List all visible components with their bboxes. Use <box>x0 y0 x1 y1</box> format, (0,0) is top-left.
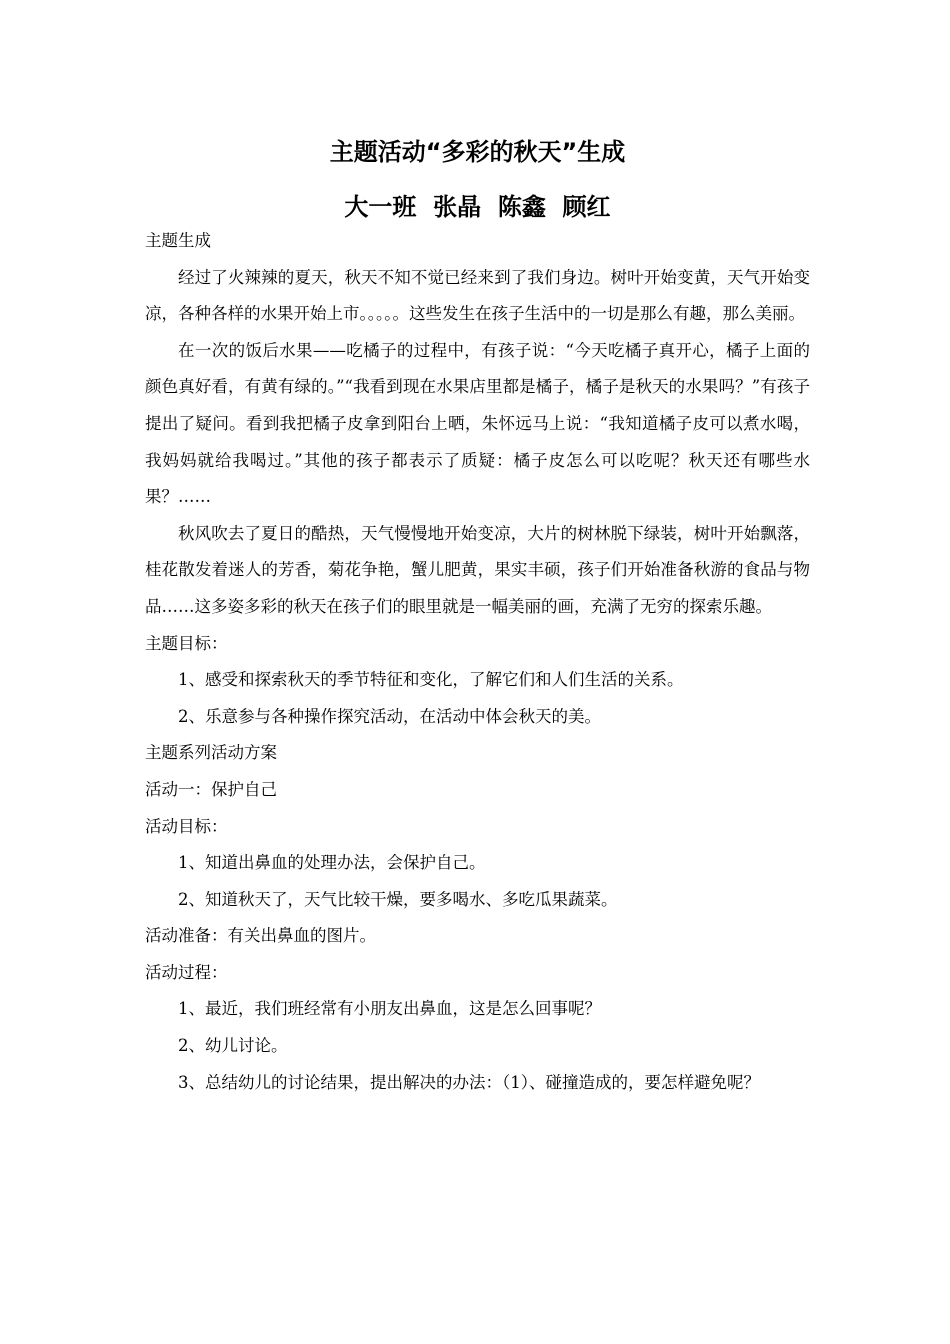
document-page <box>145 132 810 1101</box>
activity-process-label: 活动过程： <box>145 962 228 982</box>
process-step-1: 1、最近，我们班经常有小朋友出鼻血，这是怎么回事呢？ <box>178 999 601 1019</box>
document-authors: 大一班 张晶 陈鑫 顾红 <box>344 193 611 221</box>
document-body <box>145 223 810 1101</box>
process-step-3: 3、总结幼儿的讨论结果，提出解决的办法：（1）、碰撞造成的，要怎样避免呢？ <box>178 1072 760 1092</box>
activity-title: 活动一：保护自己 <box>145 779 277 799</box>
activity-goal-1: 1、知道出鼻血的处理办法，会保护自己。 <box>178 853 486 873</box>
activity-preparation: 活动准备：有关出鼻血的图片。 <box>145 926 376 946</box>
section-heading-goals: 主题目标： <box>145 633 228 653</box>
section-heading-plan: 主题系列活动方案 <box>145 743 277 763</box>
goal-item-1: 1、感受和探索秋天的季节特征和变化，了解它们和人们生活的关系。 <box>178 670 684 690</box>
goal-item-2: 2、乐意参与各种操作探究活动，在活动中体会秋天的美。 <box>178 706 601 726</box>
document-title: 主题活动“多彩的秋天”生成 <box>329 138 626 166</box>
activity-goals-label: 活动目标： <box>145 816 228 836</box>
paragraph-2: 在一次的饭后水果——吃橘子的过程中，有孩子说：“今天吃橘子真开心，橘子上面的颜色真好看，有黄有绿的。”“我看到现在水果店里都是橘子，橘子是秋天的水果吗？”有孩子提出了疑问。看到我把橘子皮拿到阳台上晒，朱怀远马上说：“我知道橘子皮可以煮水喝，我妈妈就给我喝过。”其他的孩子都表示了质疑：橘子皮怎么可以吃呢？秋天还有哪些水果？…… <box>145 340 810 507</box>
process-step-2: 2、幼儿讨论。 <box>178 1036 288 1056</box>
paragraph-1: 经过了火辣辣的夏天，秋天不知不觉已经来到了我们身边。树叶开始变黄，天气开始变凉，各种各样的水果开始上市。。。。。这些发生在孩子生活中的一切是那么有趣，那么美丽。 <box>145 267 810 324</box>
section-heading-generation: 主题生成 <box>145 231 211 250</box>
paragraph-3: 秋风吹去了夏日的酷热，天气慢慢地开始变凉，大片的树林脱下绿装，树叶开始飘落，桂花散发着迷人的芳香，菊花争艳，蟹儿肥黄，果实丰硕，孩子们开始准备秋游的食品与物品……这多姿多彩的秋天在孩子们的眼里就是一幅美丽的画，充满了无穷的探索乐趣。 <box>145 523 810 616</box>
activity-goal-2: 2、知道秋天了，天气比较干燥，要多喝水、多吃瓜果蔬菜。 <box>178 889 618 909</box>
